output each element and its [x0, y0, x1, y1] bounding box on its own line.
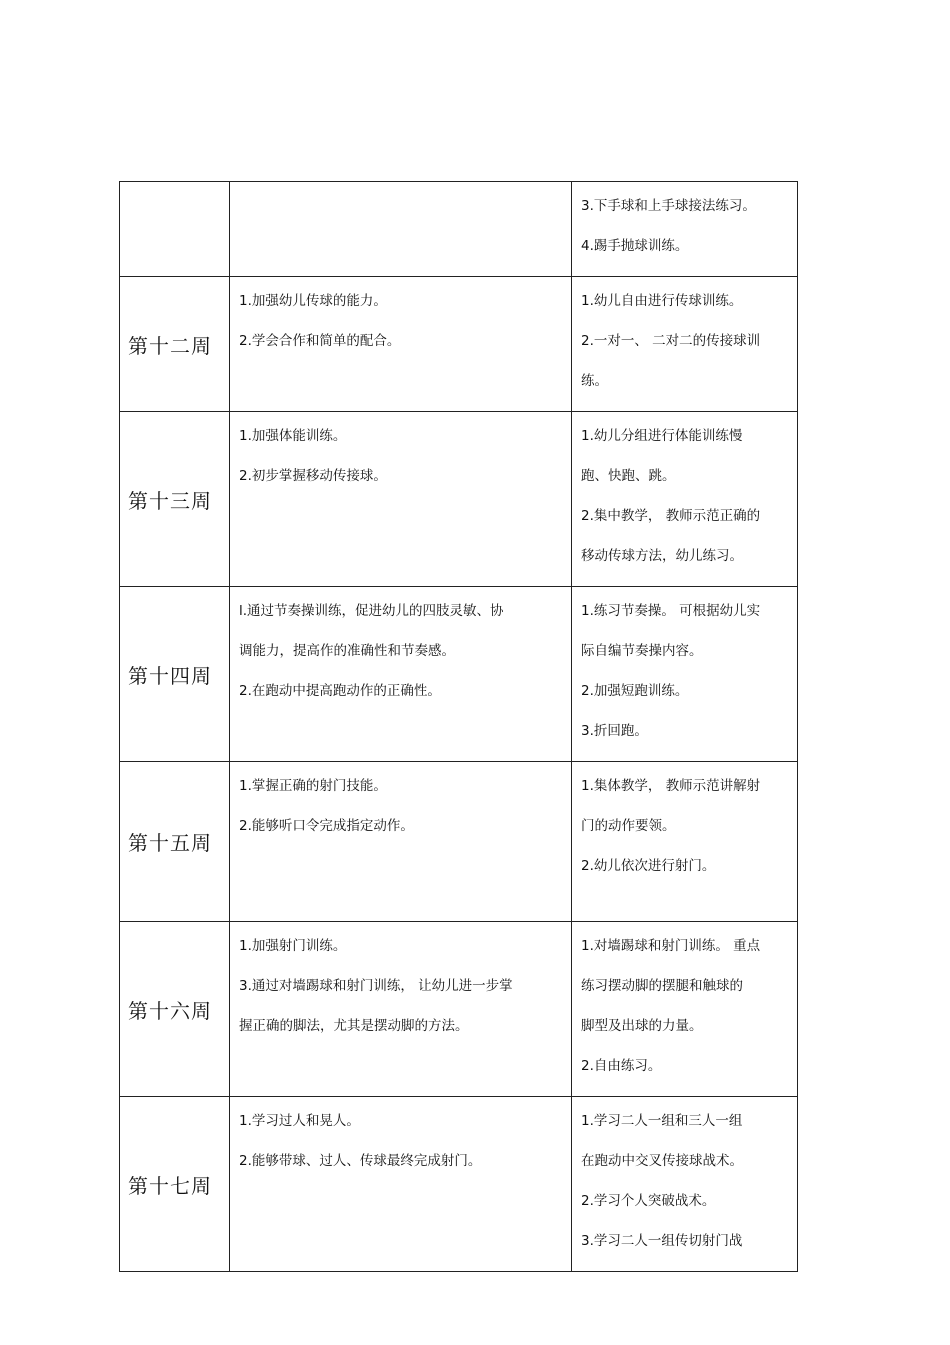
week-cell	[120, 182, 230, 277]
activities-cell	[572, 922, 798, 1097]
table-row	[120, 762, 798, 922]
activity-line: 在跑动中交叉传接球战术。	[581, 1153, 743, 1169]
activity-line: 1.幼儿自由进行传球训练。	[581, 293, 743, 309]
activity-line: 2.自由练习。	[581, 1058, 662, 1074]
goals-cell	[230, 762, 572, 922]
activity-line: 1.对墙踢球和射门训练。 重点	[581, 938, 761, 954]
activity-line: 3.学习二人一组传切射门战	[581, 1233, 743, 1249]
activity-line: 3.下手球和上手球接法练习。	[581, 198, 756, 214]
goal-line: 握正确的脚法，尤其是摆动脚的方法。	[239, 1018, 469, 1034]
table-row	[120, 182, 798, 277]
week-cell: 第十四周	[120, 587, 230, 762]
activity-line: 2.加强短跑训练。	[581, 683, 689, 699]
activity-line: 3.折回跑。	[581, 723, 648, 739]
activity-line: 2.幼儿依次进行射门。	[581, 858, 716, 874]
activity-line: 4.踢手抛球训练。	[581, 238, 689, 254]
goals-cell	[230, 412, 572, 587]
goal-line: 1.加强幼儿传球的能力。	[239, 293, 387, 309]
activity-line: 1.练习节奏操。 可根据幼儿实	[581, 603, 761, 619]
activity-line: 练。	[581, 373, 608, 389]
activity-line: 练习摆动脚的摆腿和触球的	[581, 978, 743, 994]
activities-cell	[572, 277, 798, 412]
activity-line: 跑、快跑、跳。	[581, 468, 676, 484]
table-row	[120, 1097, 798, 1272]
goal-line: 3.通过对墙踢球和射门训练， 让幼儿进一步掌	[239, 978, 513, 994]
activity-line: 1.学习二人一组和三人一组	[581, 1113, 743, 1129]
activity-line: 际自编节奏操内容。	[581, 643, 703, 659]
goals-cell	[230, 277, 572, 412]
goal-line: 1.学习过人和晃人。	[239, 1113, 360, 1129]
activities-cell	[572, 587, 798, 762]
table-body	[120, 182, 798, 1272]
goals-cell	[230, 587, 572, 762]
week-cell: 第十五周	[120, 762, 230, 922]
activity-line: 2.集中教学， 教师示范正确的	[581, 508, 761, 524]
activity-line: 1.幼儿分组进行体能训练慢	[581, 428, 743, 444]
activity-line: 移动传球方法，幼儿练习。	[581, 548, 743, 564]
goal-line: 1.加强体能训练。	[239, 428, 347, 444]
goal-line: l.通过节奏操训练，促进幼儿的四肢灵敏、协	[239, 603, 504, 619]
activities-cell	[572, 182, 798, 277]
activity-line: 门的动作要领。	[581, 818, 676, 834]
week-cell: 第十六周	[120, 922, 230, 1097]
goal-line: 2.能够听口令完成指定动作。	[239, 818, 414, 834]
goals-cell	[230, 1097, 572, 1272]
table-row	[120, 277, 798, 412]
activities-cell	[572, 1097, 798, 1272]
goal-line: 2.初步掌握移动传接球。	[239, 468, 387, 484]
goal-line: 调能力，提高作的准确性和节奏感。	[239, 643, 455, 659]
activity-line: 脚型及出球的力量。	[581, 1018, 703, 1034]
goal-line: 1.掌握正确的射门技能。	[239, 778, 387, 794]
table-row	[120, 922, 798, 1097]
goal-line: 2.在跑动中提高跑动作的正确性。	[239, 683, 441, 699]
activities-cell	[572, 412, 798, 587]
goals-cell	[230, 182, 572, 277]
activity-line: 2.一对一、 二对二的传接球训	[581, 333, 761, 349]
goal-line: 2.学会合作和简单的配合。	[239, 333, 401, 349]
activities-cell	[572, 762, 798, 922]
week-cell: 第十三周	[120, 412, 230, 587]
table-row	[120, 587, 798, 762]
week-cell: 第十七周	[120, 1097, 230, 1272]
training-plan-table	[119, 181, 798, 1272]
goal-line: 1.加强射门训练。	[239, 938, 347, 954]
week-cell: 第十二周	[120, 277, 230, 412]
table-row	[120, 412, 798, 587]
activity-line: 1.集体教学， 教师示范讲解射	[581, 778, 761, 794]
activity-line: 2.学习个人突破战术。	[581, 1193, 716, 1209]
goals-cell	[230, 922, 572, 1097]
goal-line: 2.能够带球、过人、传球最终完成射门。	[239, 1153, 482, 1169]
